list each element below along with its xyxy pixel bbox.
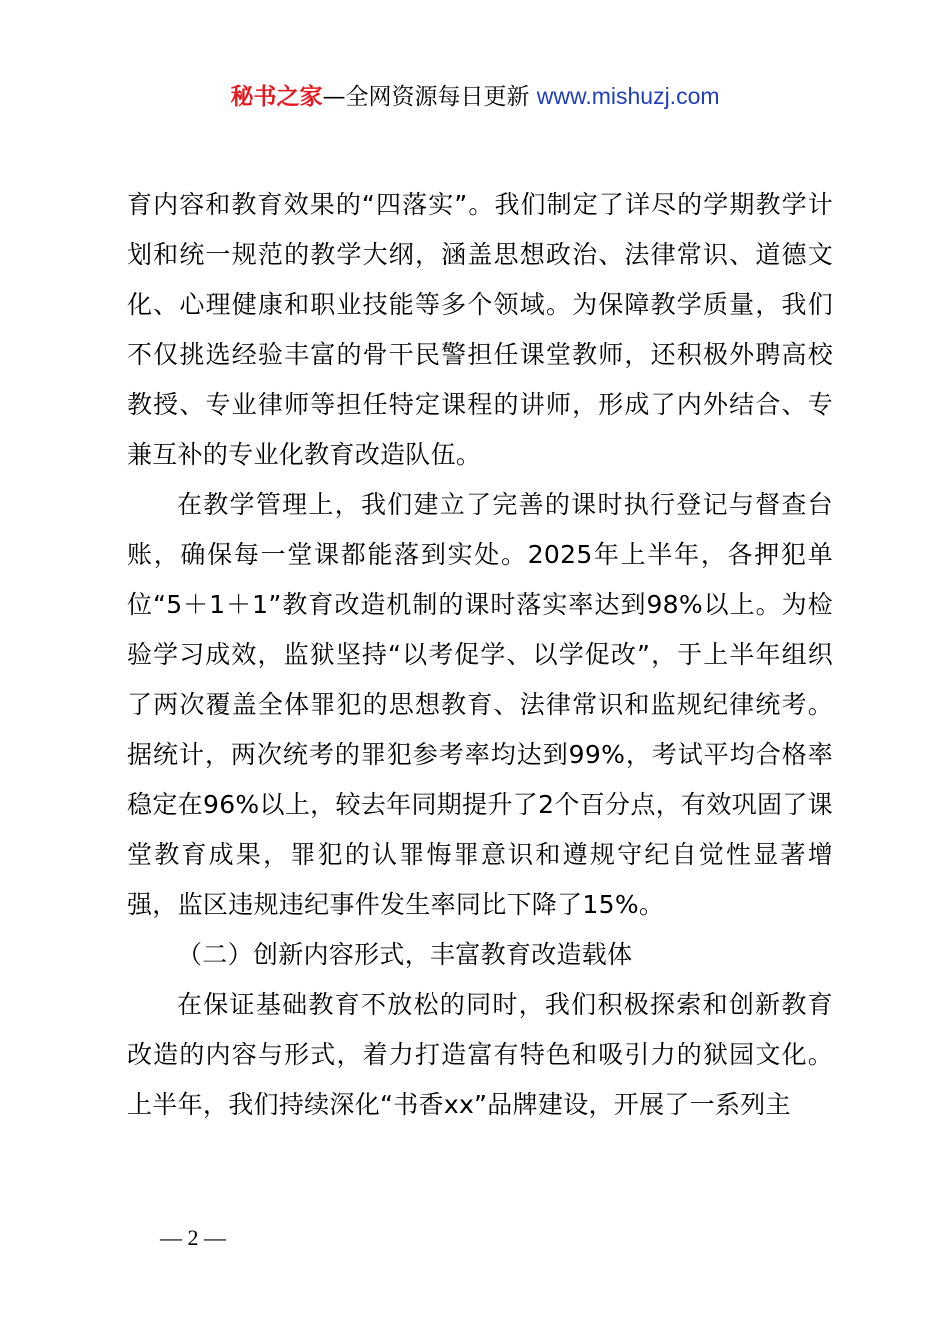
- header-url[interactable]: www.mishuzj.com: [536, 83, 720, 109]
- document-body: [127, 180, 833, 1130]
- section-heading: （二）创新内容形式，丰富教育改造载体: [177, 940, 633, 969]
- paragraph-innovation: 在保证基础教育不放松的同时，我们积极探索和创新教育改造的内容与形式，着力打造富有特色和吸引力的狱园文化。上半年，我们持续深化“书香xx”品牌建设，开展了一系列主: [127, 990, 833, 1119]
- paragraph-continued: 育内容和教育效果的“四落实”。我们制定了详尽的学期教学计划和统一规范的教学大纲，涵盖思想政治、法律常识、道德文化、心理健康和职业技能等多个领域。为保障教学质量，我们不仅挑选经验丰富的骨干民警担任课堂教师，还积极外聘高校教授、专业律师等担任特定课程的讲师，形成了内外结合、专兼互补的专业化教育改造队伍。: [127, 190, 833, 469]
- document-header: [0, 80, 950, 113]
- page-number: — 2 —: [160, 1225, 226, 1250]
- brand-name: 秘书之家: [230, 84, 323, 110]
- paragraph-teaching-management: 在教学管理上，我们建立了完善的课时执行登记与督查台账，确保每一堂课都能落到实处。2025年上半年，各押犯单位“5＋1＋1”教育改造机制的课时落实率达到98%以上。为检验学习成效，监狱坚持“以考促学、以学促改”，于上半年组织了两次覆盖全体罪犯的思想教育、法律常识和监规纪律统考。据统计，两次统考的罪犯参考率均达到99%，考试平均合格率稳定在96%以上，较去年同期提升了2个百分点，有效巩固了课堂教育成果，罪犯的认罪悔罪意识和遵规守纪自觉性显著增强，监区违规违纪事件发生率同比下降了15%。: [127, 490, 833, 919]
- header-slogan: —全网资源每日更新: [322, 84, 537, 110]
